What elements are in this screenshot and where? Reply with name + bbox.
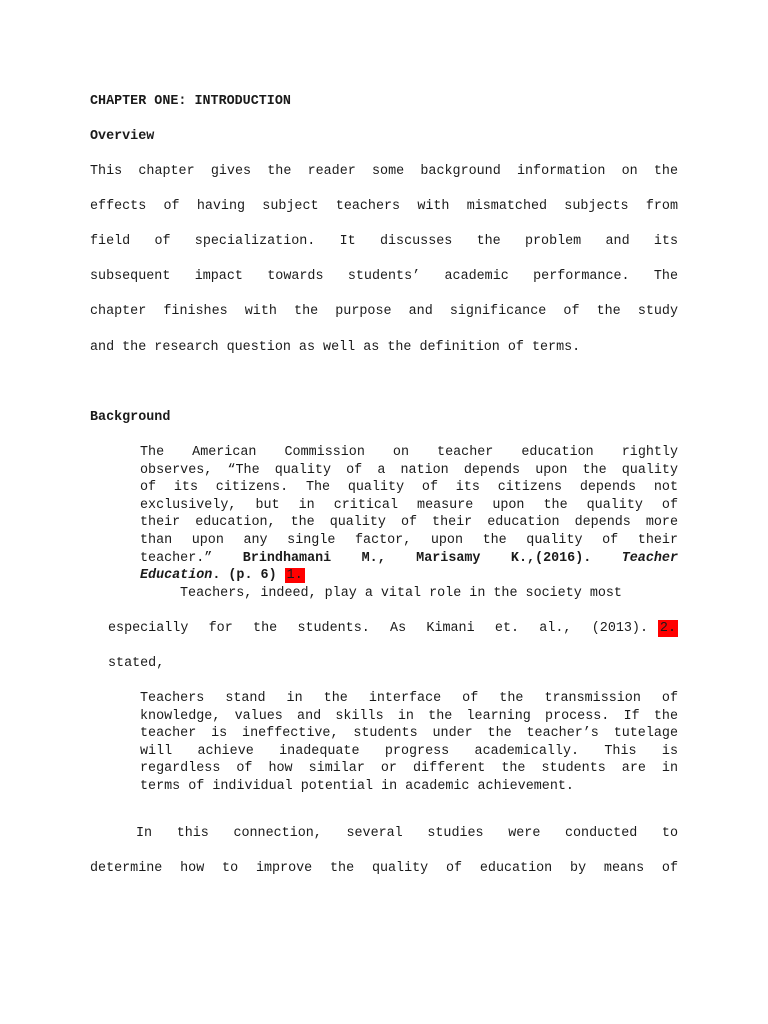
quote-line: teacher is ineffective, students under the teacher’s tutelage [140,726,678,742]
overview-heading: Overview [90,129,155,144]
quote-line: terms of individual potential in academic achievement. [140,778,574,794]
quote-line: observes, “The quality of a nation depends upon the quality [140,462,678,478]
paragraph-line [108,620,678,637]
paragraph-line: determine how to improve the quality of education by means of [90,861,678,876]
quote-line: knowledge, values and skills in the learning process. If the [140,708,678,724]
overview-line: effects of having subject teachers with mismatched subjects from [90,199,678,214]
block-quote-commission [140,444,678,585]
background-heading: Background [90,410,171,425]
paragraph-text: especially for the students. As Kimani et. al., (2013). [108,621,648,636]
citation-page: . (p. 6) [212,568,277,584]
overview-line: subsequent impact towards students’ academic performance. The [90,269,678,284]
quote-line: their education, the quality of their education depends more [140,515,678,531]
citation-marker-1: 1. [286,568,303,584]
citation-title: Education [140,568,213,584]
quote-text: teacher.” [140,550,213,566]
citation-title: Teacher [621,550,678,566]
quote-line: than upon any single factor, upon the quality of their [140,532,678,548]
block-quote-kimani [140,690,678,796]
quote-line: Teachers stand in the interface of the transmission of [140,691,678,706]
citation-marker-2: 2. [659,621,676,636]
chapter-heading: CHAPTER ONE: INTRODUCTION [90,94,291,109]
quote-line: will achieve inadequate progress academically. This is [140,743,678,759]
paragraph-line: In this connection, several studies were conducted to [136,826,678,841]
overview-line: This chapter gives the reader some background information on the [90,164,678,179]
quote-line: The American Commission on teacher education rightly [140,445,678,460]
citation-authors: Brindhamani M., Marisamy K.,(2016). [242,550,592,566]
quote-citation-line [140,550,678,568]
paragraph-line: stated, [108,656,165,671]
overview-line: and the research question as well as the definition of terms. [90,340,581,355]
quote-line: regardless of how similar or different the students are in [140,761,678,777]
overview-line: chapter finishes with the purpose and significance of the study [90,304,678,319]
quote-line: of its citizens. The quality of its citizens depends not [140,480,678,496]
paragraph-line: Teachers, indeed, play a vital role in the society most [180,586,622,601]
quote-line: exclusively, but in critical measure upon the quality of [140,497,678,513]
overview-line: field of specialization. It discusses the problem and its [90,234,678,249]
quote-citation-line [140,567,678,585]
